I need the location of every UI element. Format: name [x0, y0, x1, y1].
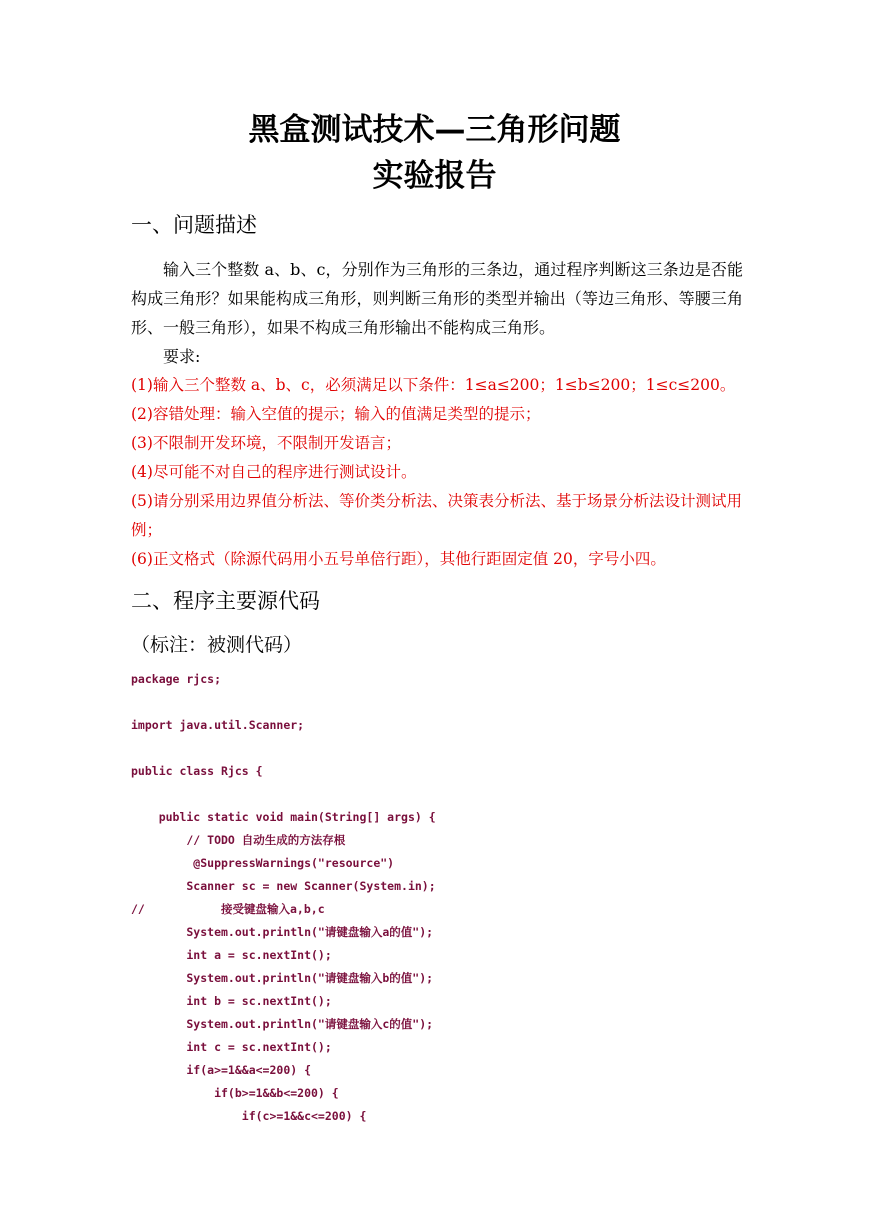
code-line: public static void main(String[] args) {	[131, 810, 436, 824]
problem-description-paragraph: 输入三个整数 a、b、c，分别作为三角形的三条边，通过程序判断这三条边是否能构成三角形？如果能构成三角形，则判断三角形的类型并输出（等边三角形、等腰三角形、一般三角形），如果不构成三角形输出不能构成三角形。	[131, 260, 743, 337]
code-line: if(a>=1&&a<=200) {	[131, 1063, 312, 1077]
requirement-item: (6)正文格式（除源代码用小五号单倍行距），其他行距固定值 20，字号小四。	[131, 550, 666, 568]
requirement-item: (3)不限制开发环境，不限制开发语言；	[131, 434, 401, 452]
code-line: System.out.println("请键盘输入a的值");	[131, 925, 434, 939]
code-line	[131, 783, 751, 806]
requirement-item: (1)输入三个整数 a、b、c，必须满足以下条件：1≤a≤200；1≤b≤200；1≤c≤200。	[131, 376, 736, 394]
requirement-item: (2)容错处理：输入空值的提示；输入的值满足类型的提示；	[131, 405, 541, 423]
code-line: import java.util.Scanner;	[131, 718, 305, 732]
code-line: System.out.println("请键盘输入c的值");	[131, 1017, 434, 1031]
code-line: int a = sc.nextInt();	[131, 948, 332, 962]
document-subtitle: 实验报告	[372, 158, 497, 194]
code-line	[131, 691, 751, 714]
requirement-item: (5)请分别采用边界值分析法、等价类分析法、决策表分析法、基于场景分析法设计测试用例；	[131, 492, 742, 539]
code-line: int c = sc.nextInt();	[131, 1040, 332, 1054]
code-line: if(c>=1&&c<=200) {	[131, 1109, 367, 1123]
code-line: Scanner sc = new Scanner(System.in);	[131, 879, 436, 893]
code-line: System.out.println("请键盘输入b的值");	[131, 971, 434, 985]
section-heading-problem-description: 一、问题描述	[131, 213, 257, 237]
document-title: 黑盒测试技术—三角形问题	[248, 112, 621, 148]
section-heading-source-code: 二、程序主要源代码	[131, 589, 320, 613]
code-block	[131, 668, 751, 1128]
code-note: （标注：被测代码）	[131, 634, 303, 656]
code-line: @SuppressWarnings("resource")	[131, 856, 395, 870]
requirements-list	[131, 371, 743, 574]
code-line	[131, 737, 751, 760]
code-line: // 接受键盘输入a,b,c	[131, 902, 325, 916]
code-line: package rjcs;	[131, 672, 222, 686]
requirement-item: (4)尽可能不对自己的程序进行测试设计。	[131, 463, 417, 481]
code-line: // TODO 自动生成的方法存根	[131, 833, 346, 847]
requirements-label: 要求:	[163, 347, 201, 366]
code-line: public class Rjcs {	[131, 764, 263, 778]
code-line: int b = sc.nextInt();	[131, 994, 332, 1008]
code-line: if(b>=1&&b<=200) {	[131, 1086, 339, 1100]
